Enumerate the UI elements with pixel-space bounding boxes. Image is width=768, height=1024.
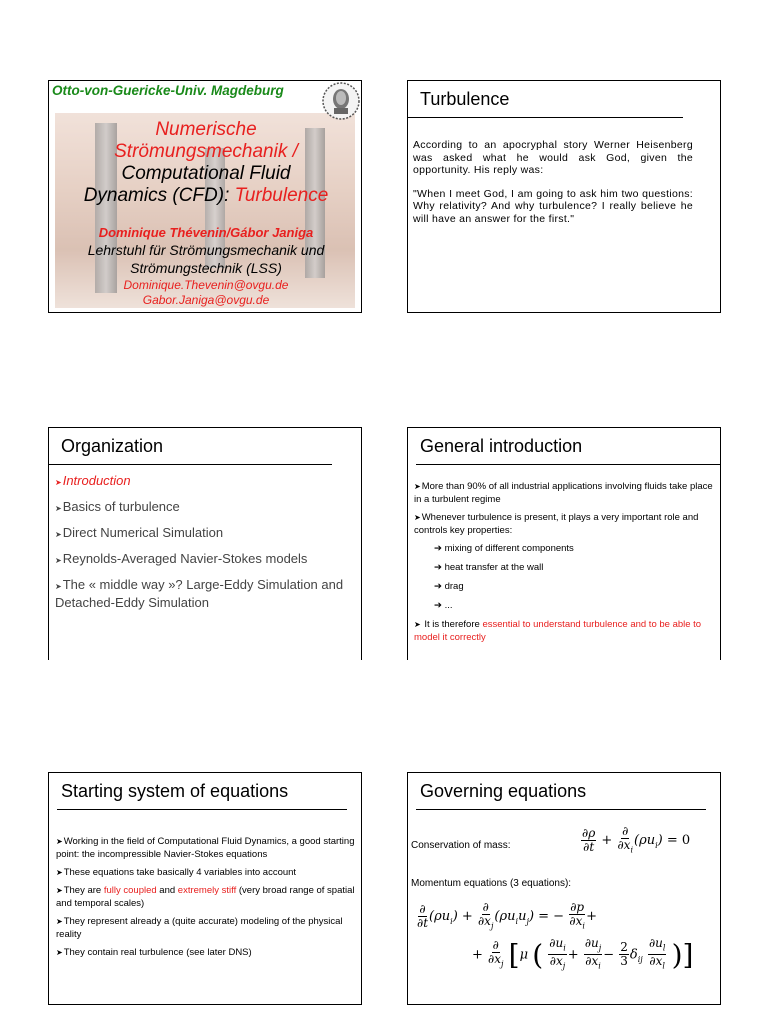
turbulence-text: [413, 139, 693, 225]
university-name: Otto-von-Guericke-Univ. Magdeburg: [52, 83, 284, 98]
heading-rule: [49, 464, 332, 465]
email-2[interactable]: Gabor.Janiga@ovgu.de: [142, 293, 270, 307]
start-bullet-4: ➤ They represent already a (quite accurate) modeling of the physical reality: [56, 915, 356, 941]
sub-item-ellipsis: ➔ ...: [434, 600, 453, 611]
momentum-label: Momentum equations (3 equations):: [411, 878, 572, 889]
org-item-rans: ➤ Reynolds-Averaged Navier-Stokes models: [55, 551, 360, 569]
slide-heading: General introduction: [420, 436, 583, 456]
sub-item-mixing: ➔ mixing of different components: [434, 543, 574, 554]
paragraph-2: "When I meet God, I am going to ask him two questions: Why relativity? And why turbulence? I really believe he will have an answer for the first.": [413, 187, 693, 225]
authors: Dominique Thévenin/Gábor Janiga: [98, 225, 314, 240]
start-bullet-5: ➤ They contain real turbulence (see later DNS): [56, 946, 356, 959]
intro-bullet-2: ➤ Whenever turbulence is present, it plays a very important role and controls key properties:: [414, 511, 714, 537]
mass-equation: $\frac{\partial\rho}{\partial t}$ + $\frac{\partial}{\partial x_i}$ $(\rho u_i) = 0$: [582, 824, 691, 855]
emails: [49, 278, 362, 308]
slide-heading: Turbulence: [420, 89, 510, 109]
start-bullet-1: ➤ Working in the field of Computational Fluid Dynamics, a good starting point: the incompressible Navier-Stokes equations: [56, 835, 356, 861]
slide-heading: Organization: [61, 436, 164, 456]
slide-governing-equations: [407, 772, 721, 1005]
slide-starting-system: [48, 772, 362, 1005]
slide-title: [48, 80, 362, 313]
intro-content: [414, 480, 714, 649]
slide-heading: Governing equations: [420, 781, 587, 801]
slide-heading: Starting system of equations: [61, 781, 289, 801]
heading-rule: [408, 117, 683, 118]
heading-rule: [57, 809, 347, 810]
org-item-dns: ➤ Direct Numerical Simulation: [55, 525, 360, 543]
paragraph-1: According to an apocryphal story Werner Heisenberg was asked what he would ask God, given the opportunity. His reply was:: [413, 139, 693, 176]
org-item-basics: ➤ Basics of turbulence: [55, 499, 360, 517]
org-item-les-des: ➤ The « middle way »? Large-Eddy Simulation and Detached-Eddy Simulation: [55, 577, 360, 611]
mass-label: Conservation of mass:: [411, 840, 511, 851]
intro-bullet-1: ➤ More than 90% of all industrial applications involving fluids take place in a turbulent regime: [414, 480, 714, 506]
slide-general-introduction: [407, 427, 721, 660]
chair-line-1: Lehrstuhl für Strömungsmechanik und: [87, 242, 325, 258]
momentum-equation-line-1: $\frac{\partial}{\partial t}$ $(\rho u_i)$ + $\frac{\partial}{\partial x_j}$ $(\rho u_iu_j)$ = − $\frac{\partial p}{\partial x_i}$ +: [417, 900, 598, 931]
chair: [49, 241, 362, 277]
start-bullet-3: ➤ They are fully coupled and extremely stiff (very broad range of spatial and temporal scales): [56, 884, 356, 910]
momentum-equation-line-2: + $\frac{\partial}{\partial x_j}$ [μ ( $\frac{\partial u_i}{\partial x_j}$ + $\frac{\partial u_j}{\partial x_i}$ − $\frac{2}{3}$ $\delta_{ij}$ $\frac{\partial u_l}{\partial x_l}$ )]: [472, 936, 694, 972]
heading-rule: [416, 464, 721, 465]
org-item-introduction: ➤ Introduction: [55, 473, 360, 491]
starting-content: [56, 835, 356, 964]
sub-item-drag: ➔ drag: [434, 581, 464, 592]
sub-item-heat-transfer: ➔ heat transfer at the wall: [434, 562, 544, 573]
heading-rule: [416, 809, 706, 810]
university-seal-icon: [321, 81, 361, 121]
title-line-2: Strömungsmechanik /: [114, 141, 298, 162]
start-bullet-2: ➤ These equations take basically 4 variables into account: [56, 866, 356, 879]
title-line-4: [49, 185, 362, 207]
title-line-4a: Dynamics (CFD):: [83, 185, 235, 206]
title-line-1: Numerische: [155, 119, 257, 140]
organization-list: [55, 473, 360, 616]
slide-organization: [48, 427, 362, 660]
title-line-4b: Turbulence: [234, 185, 329, 206]
slide-title-text: [49, 119, 362, 207]
email-1[interactable]: Dominique.Thevenin@ovgu.de: [123, 278, 289, 292]
title-line-3: Computational Fluid: [121, 163, 291, 184]
chair-line-2: Strömungstechnik (LSS): [130, 260, 282, 276]
slide-turbulence: [407, 80, 721, 313]
intro-bullet-3: ➤ It is therefore essential to understand turbulence and to be able to model it correctly: [414, 618, 714, 644]
